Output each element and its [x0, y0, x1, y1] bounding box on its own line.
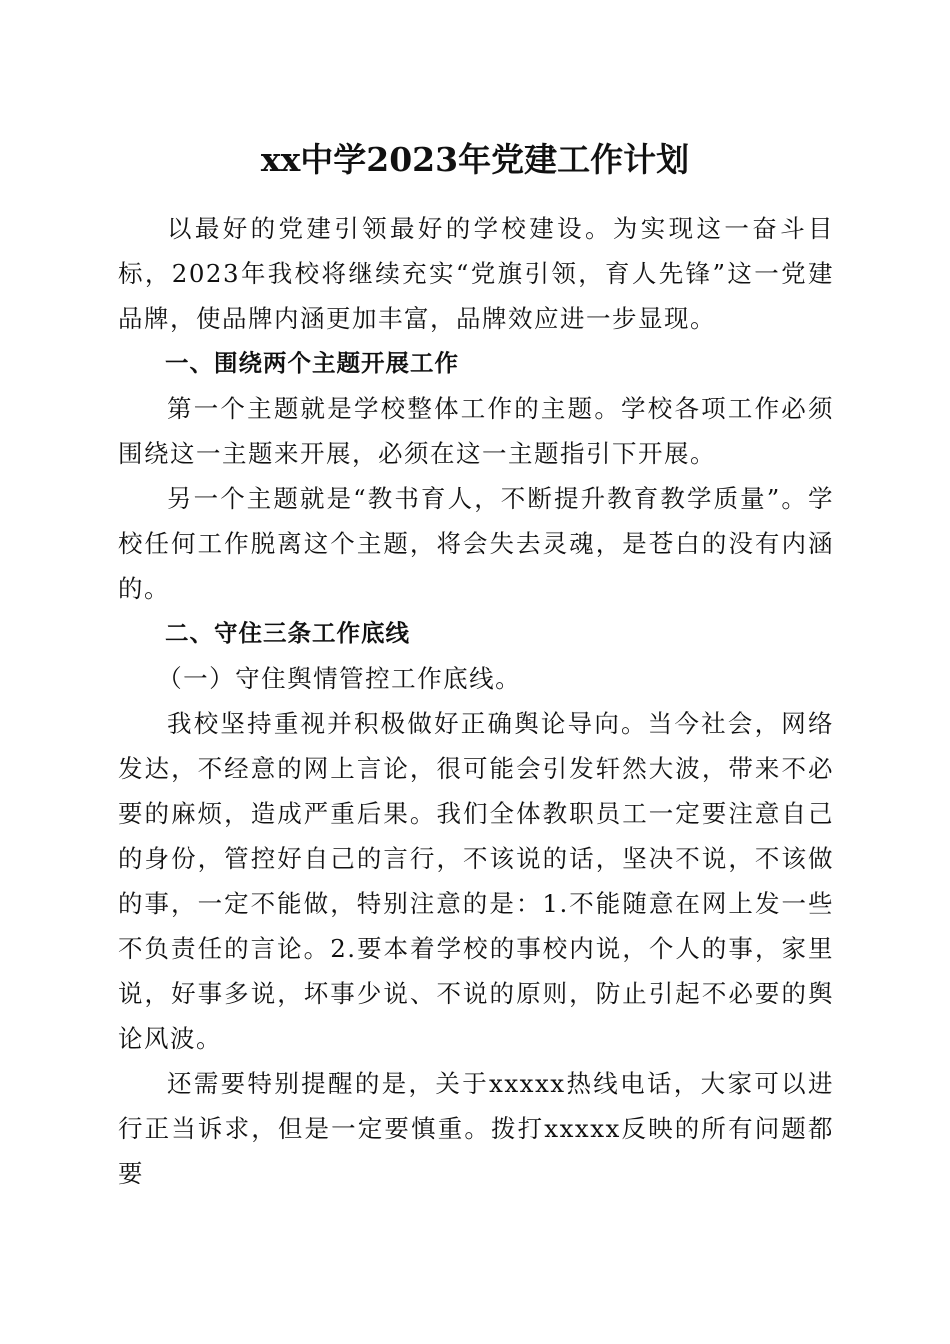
- subsection-heading: （一）守住舆情管控工作底线。: [157, 664, 522, 693]
- intro-paragraph: 以最好的党建引领最好的学校建设。为实现这一奋斗目标，2023年我校将继续充实“党旗引领，育人先锋”这一党建品牌，使品牌内涵更加丰富，品牌效应进一步显现。: [118, 214, 834, 333]
- document-body: [118, 206, 834, 1196]
- body-paragraph: 另一个主题就是“教书育人，不断提升教育教学质量”。学校任何工作脱离这个主题，将会失去灵魂，是苍白的没有内涵的。: [118, 484, 834, 603]
- body-paragraph: 还需要特别提醒的是，关于xxxxx热线电话，大家可以进行正当诉求，但是一定要慎重。拨打xxxxx反映的所有问题都要: [118, 1069, 834, 1188]
- section-heading-2: 二、守住三条工作底线: [165, 619, 410, 647]
- section-heading-1: 一、围绕两个主题开展工作: [165, 349, 459, 377]
- document-title: xx中学2023年党建工作计划: [260, 140, 690, 179]
- body-paragraph: 我校坚持重视并积极做好正确舆论导向。当今社会，网络发达，不经意的网上言论，很可能会引发轩然大波，带来不必要的麻烦，造成严重后果。我们全体教职员工一定要注意自己的身份，管控好自己的言行，不该说的话，坚决不说，不该做的事，一定不能做，特别注意的是：1.不能随意在网上发一些不负责任的言论。2.要本着学校的事校内说，个人的事，家里说，好事多说，坏事少说、不说的原则，防止引起不必要的舆论风波。: [118, 709, 834, 1053]
- body-paragraph: 第一个主题就是学校整体工作的主题。学校各项工作必须围绕这一主题来开展，必须在这一主题指引下开展。: [118, 394, 834, 468]
